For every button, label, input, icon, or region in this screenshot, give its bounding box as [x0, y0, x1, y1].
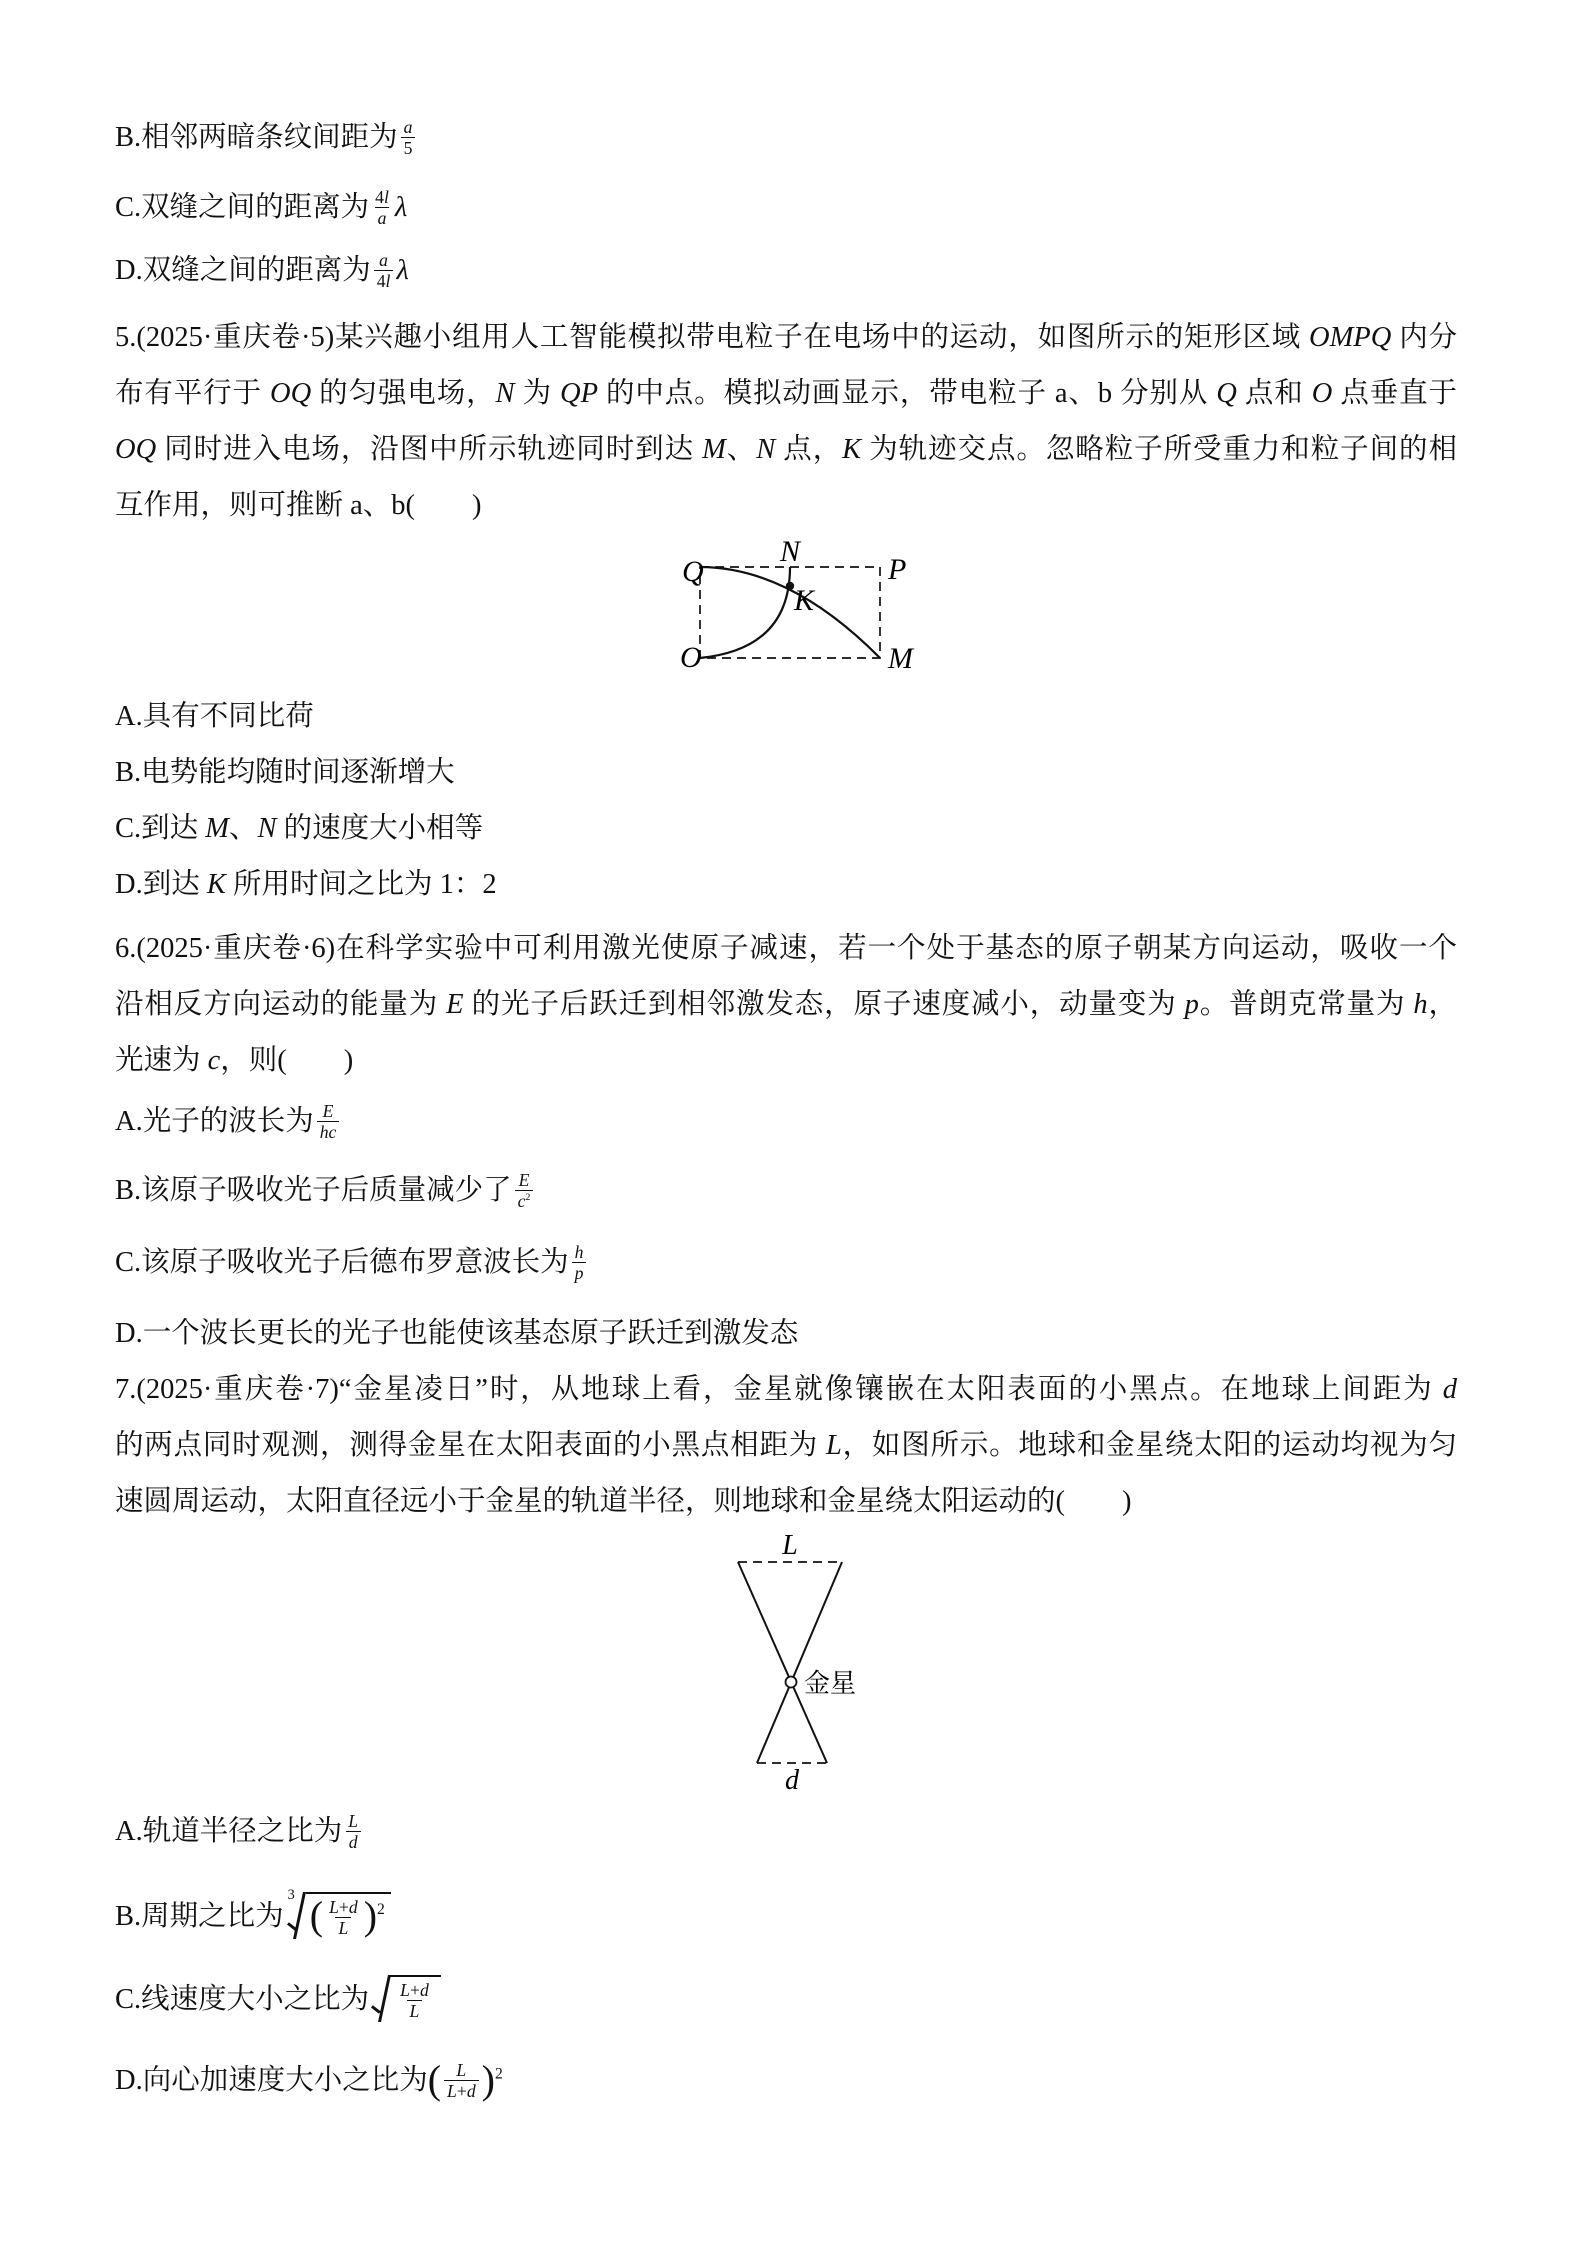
- option-text: A.具有不同比荷: [115, 700, 314, 732]
- label-l: L: [782, 1530, 798, 1561]
- option-text: B.周期之比为 3 ( $\frac{L+d}{L}$ )$^2$: [115, 1893, 393, 1942]
- q6-stem-line-1: 6.(2025·重庆卷·6)在科学实验中可利用激光使原子减速，若一个处于基态的原子朝某方向运动，吸收一个: [115, 933, 1457, 964]
- q7-figure-venus-transit: [720, 1530, 890, 1803]
- q5-stem-line-3: OQ 同时进入电场，沿图中所示轨迹同时到达 M、N 点，K 为轨迹交点。忽略粒子所受重力和粒子间的相: [115, 434, 1457, 465]
- option-text: D.到达 K 所用时间之比为 1：2: [115, 868, 497, 900]
- q5-stem-line-2: 布有平行于 OQ 的匀强电场，N 为 QP 的中点。模拟动画显示，带电粒子 a、b 分别从 Q 点和 O 点垂直于: [115, 378, 1457, 409]
- q7-stem-line-3: 速圆周运动，太阳直径远小于金星的轨道半径，则地球和金星绕太阳运动的( ): [115, 1486, 1132, 1517]
- option-text: D.向心加速度大小之比为( $\frac{L}{L+d}$ )$^2$: [115, 2057, 503, 2103]
- q6-stem-line-2: 沿相反方向运动的能量为 E 的光子后跃迁到相邻激发态，原子速度减小，动量变为 p。普朗克常量为 h，: [115, 989, 1457, 1020]
- option-text: B.该原子吸收光子后质量减少了 $\frac{E}{c^2}$: [115, 1167, 536, 1213]
- q5-option-d: [115, 853, 497, 909]
- q7-stem-line-2: 的两点同时观测，测得金星在太阳表面的小黑点相距为 L，如图所示。地球和金星绕太阳的运动均视为匀: [115, 1430, 1457, 1461]
- q6-option-c: [115, 1234, 589, 1290]
- particle-b-trajectory: [700, 567, 790, 658]
- option-text: A.光子的波长为 $\frac{E}{hc}$: [115, 1098, 342, 1144]
- q7-option-d: [115, 2050, 503, 2110]
- option-text: A.轨道半径之比为 $\frac{L}{d}$: [115, 1808, 364, 1854]
- q5-figure-trajectories: [630, 535, 960, 703]
- q7-option-c: [115, 1967, 443, 2033]
- label-q: Q: [682, 555, 704, 588]
- q7-option-a: [115, 1803, 364, 1859]
- option-text: C.线速度大小之比为 $\frac{L+d}{L}$: [115, 1976, 443, 2025]
- q5-figure-svg: [630, 535, 960, 695]
- label-venus: 金星: [804, 1669, 857, 1698]
- q6-option-b: [115, 1162, 536, 1218]
- q7-figure-svg: [720, 1530, 890, 1795]
- option-text: C.到达 M、N 的速度大小相等: [115, 812, 484, 844]
- option-text: C.该原子吸收光子后德布罗意波长为 $\frac{h}{p}$: [115, 1239, 589, 1285]
- sight-line-2: [757, 1562, 842, 1763]
- option-text: D.一个波长更长的光子也能使该基态原子跃迁到激发态: [115, 1317, 799, 1349]
- q7-option-b: [115, 1884, 393, 1950]
- label-m: M: [888, 642, 913, 675]
- option-text: D.双缝之间的距离为 $\frac{a}{4l}$ λ: [115, 249, 409, 291]
- q5-option-a: [115, 685, 314, 741]
- label-o: O: [680, 641, 702, 674]
- label-d: d: [785, 1765, 799, 1795]
- label-k: K: [794, 584, 815, 617]
- q5-option-b: [115, 741, 455, 797]
- q5-stem-line-4: 互作用，则可推断 a、b( ): [115, 490, 482, 521]
- q4-option-b: [115, 109, 418, 165]
- option-text: C.双缝之间的距离为 $\frac{4l}{a}$ λ: [115, 186, 408, 228]
- q6-option-a: [115, 1093, 342, 1149]
- label-p: P: [888, 553, 907, 586]
- q4-option-c: [115, 179, 407, 235]
- option-text: B.相邻两暗条纹间距为 $\frac{a}{5}$: [115, 114, 418, 160]
- q5-stem-line-1: 5.(2025·重庆卷·5)某兴趣小组用人工智能模拟带电粒子在电场中的运动，如图所示的矩形区域 OMPQ 内分: [115, 322, 1457, 353]
- sight-line-1: [738, 1562, 827, 1763]
- q6-option-d: [115, 1302, 798, 1358]
- q5-option-c: [115, 797, 483, 853]
- q7-stem-line-1: 7.(2025·重庆卷·7)“金星凌日”时，从地球上看，金星就像镶嵌在太阳表面的小黑点。在地球上间距为 d: [115, 1374, 1457, 1405]
- q4-option-d: [115, 242, 409, 298]
- option-text: B.电势能均随时间逐渐增大: [115, 756, 455, 788]
- q6-stem-line-3: 光速为 c，则( ): [115, 1045, 354, 1076]
- venus-circle: [786, 1677, 797, 1688]
- point-k-dot: [786, 582, 794, 590]
- label-n: N: [779, 535, 801, 568]
